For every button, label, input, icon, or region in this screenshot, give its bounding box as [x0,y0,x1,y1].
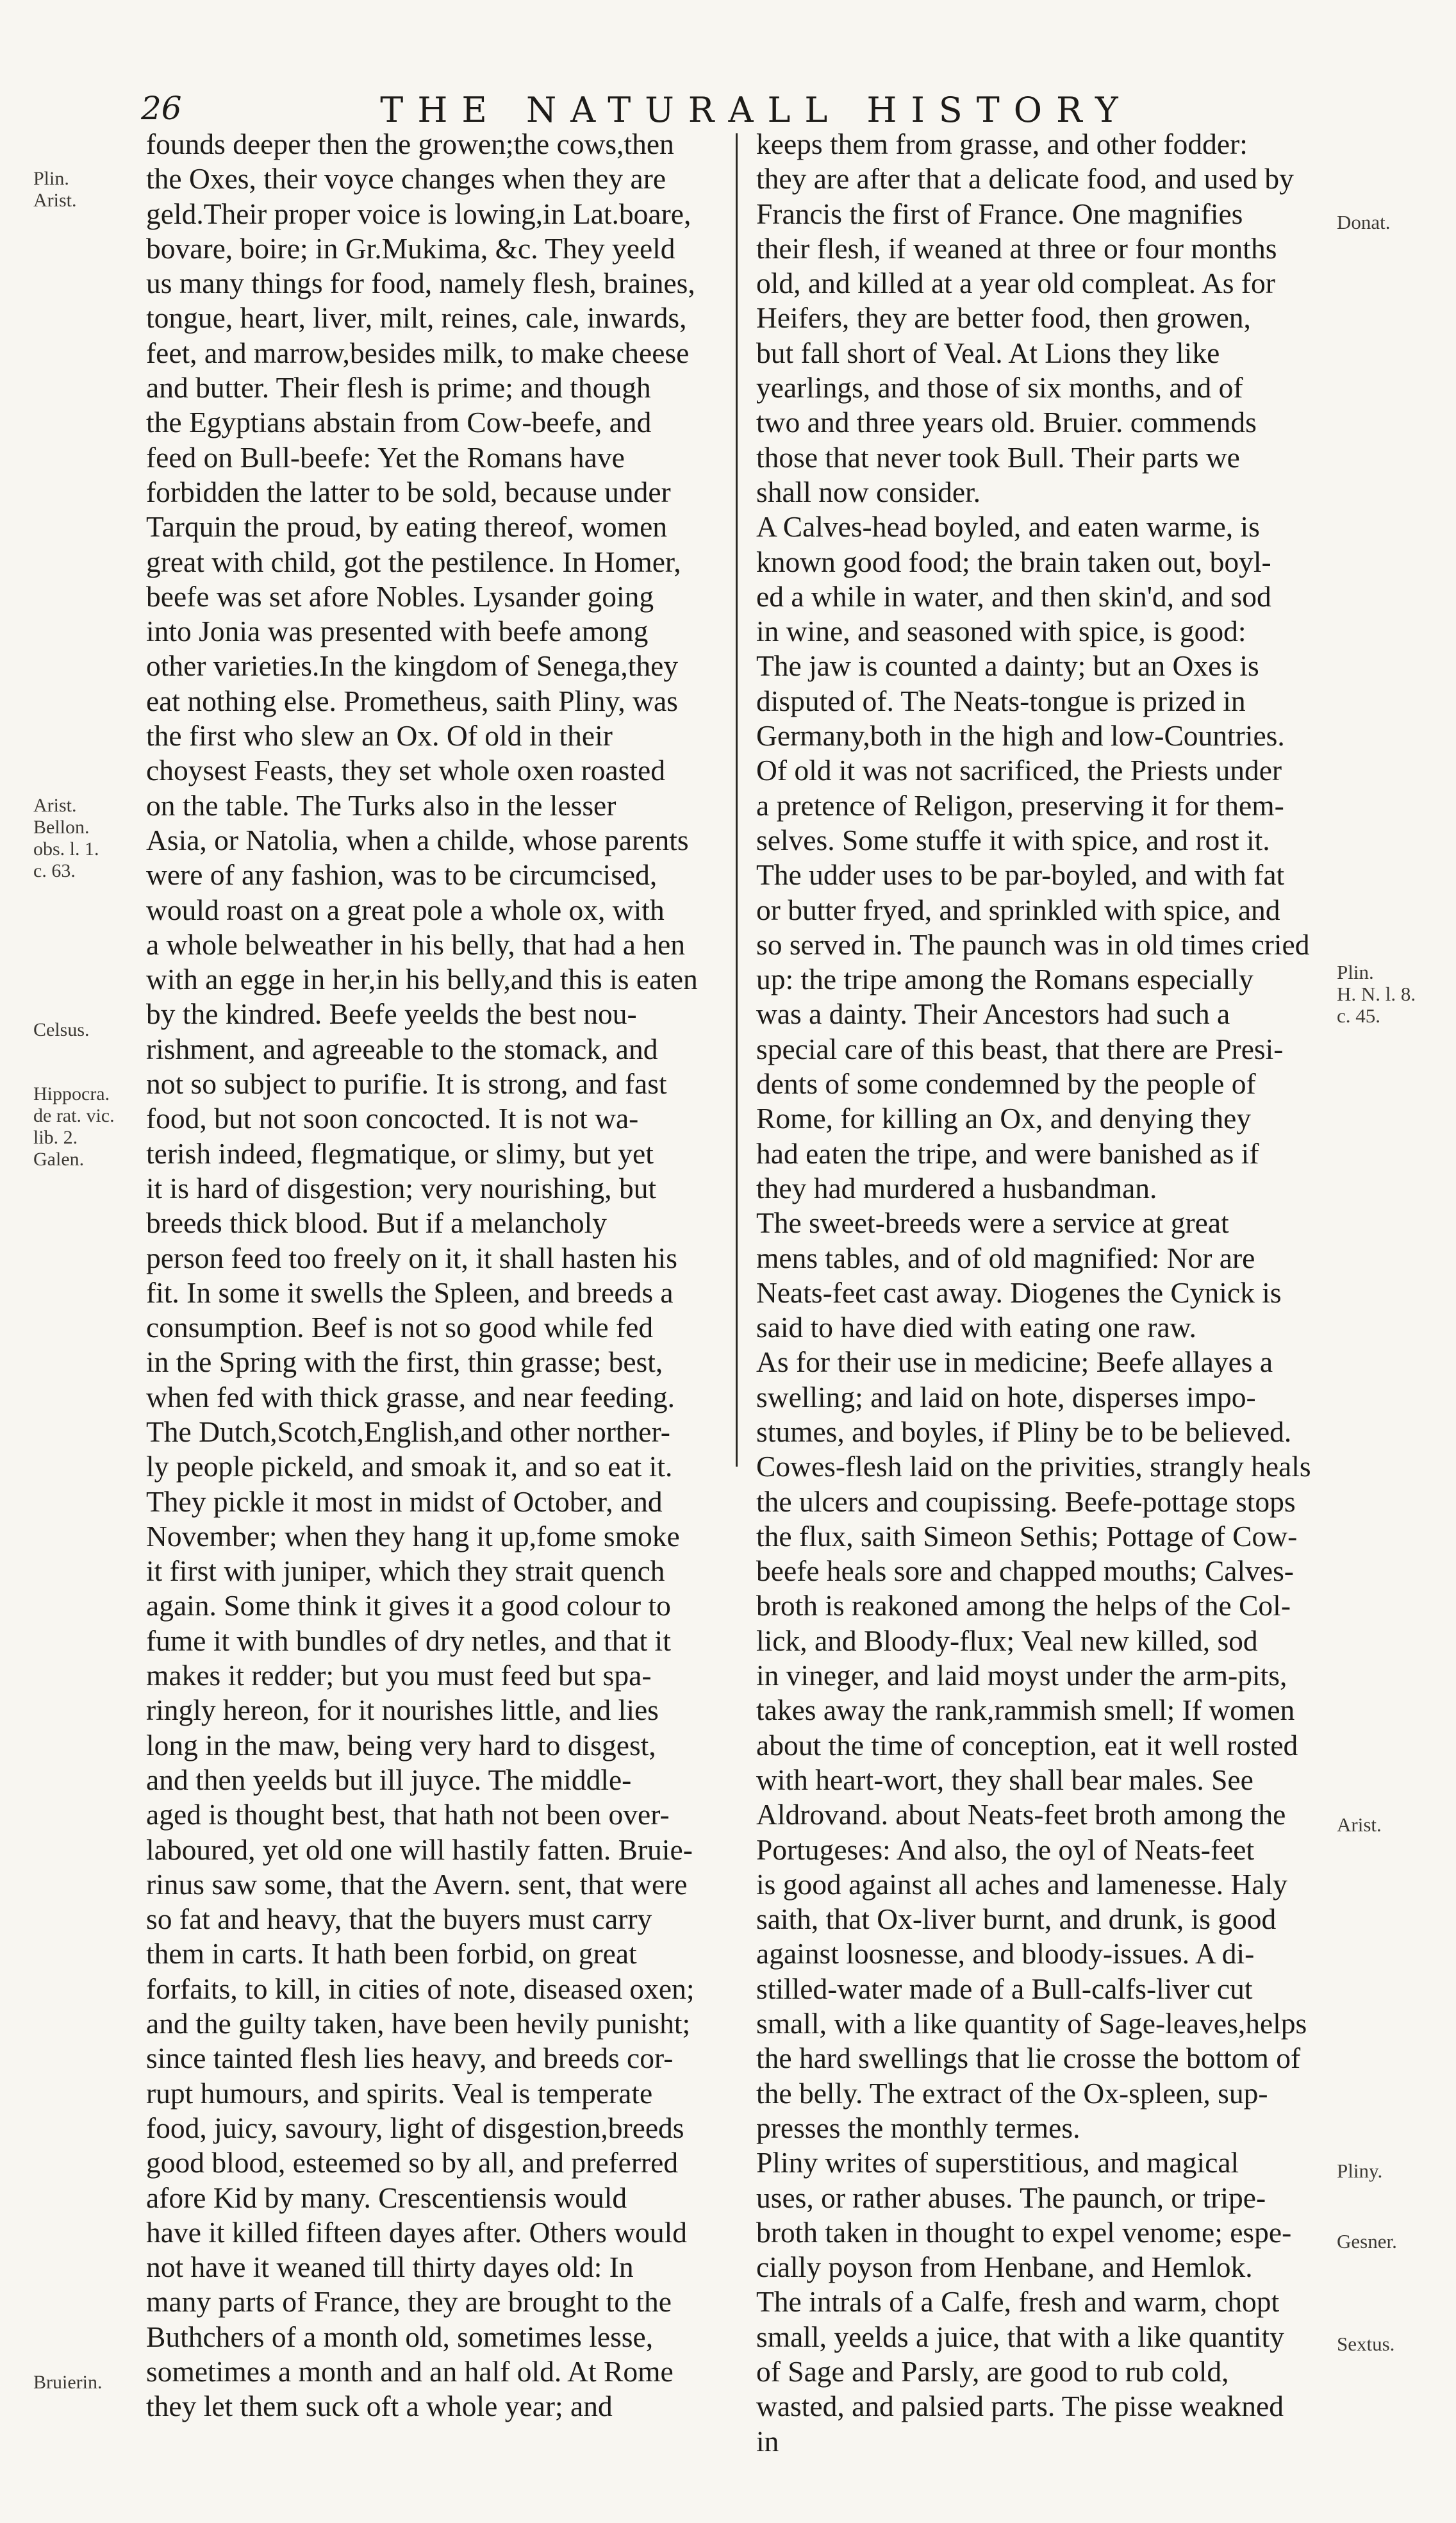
margin-note-plin-hn: Plin. H. N. l. 8. c. 45. [1337,961,1416,1027]
margin-note-arist-bellon: Arist. Bellon. obs. l. 1. c. 63. [33,795,99,881]
text-line: The sweet-breeds were a service at great [756,1206,1229,1240]
text-line: were of any fashion, was to be circumcised, [146,858,658,892]
text-line: Aldrovand. about Neats-feet broth among the [756,1798,1286,1831]
text-line: November; when they hang it up,fome smoke [146,1519,680,1553]
text-line: known good food; the brain taken out, boyl- [756,545,1271,578]
text-line: keeps them from grasse, and other fodder: [756,128,1248,160]
text-line: The udder uses to be par-boyled, and with fat [756,858,1285,892]
text-line: ringly hereon, for it nourishes little, and lies [146,1694,659,1727]
text-line: in wine, and seasoned with spice, is good: [756,615,1246,648]
text-line: against loosnesse, and bloody-issues. A di- [756,1937,1255,1970]
text-line: stilled-water made of a Bull-calfs-liver cut [756,1972,1253,2005]
text-line: those that never took Bull. Their parts we [756,440,1240,474]
text-line: it first with juniper, which they strait quench [146,1554,665,1588]
text-line: the Egyptians abstain from Cow-beefe, and [146,406,652,439]
text-line: special care of this beast, that there are Presi- [756,1032,1284,1065]
text-line: rupt humours, and spirits. Veal is temperate [146,2076,653,2110]
text-line: in [756,2424,779,2458]
text-line: they are after that a delicate food, and used by [756,162,1294,196]
text-line: of Sage and Parsly, are good to rub cold, [756,2355,1229,2388]
text-line: not so subject to purifie. It is strong, and fast [146,1067,667,1101]
text-line: tongue, heart, liver, milt, reines, cale, inwards, [146,301,687,335]
text-line: was a dainty. Their Ancestors had such a [756,997,1230,1031]
text-line: and then yeelds but ill juyce. The middle- [146,1763,632,1796]
text-line: Cowes-flesh laid on the privities, strangly heals [756,1450,1311,1483]
text-line: shall now consider. [756,475,981,508]
text-line: Asia, or Natolia, when a childe, whose parents [146,823,689,856]
margin-note-hippocra: Hippocra. de rat. vic. lib. 2. Galen. [33,1083,115,1170]
text-line: other varieties.In the kingdom of Senega,they [146,649,679,683]
text-line: the flux, saith Simeon Sethis; Pottage of Cow- [756,1519,1298,1553]
text-line: a whole belweather in his belly, that had a hen [146,928,686,961]
text-line: ed a while in water, and then skin'd, and sod [756,579,1271,613]
text-line: eat nothing else. Prometheus, saith Pliny, was [146,684,678,717]
text-line: swelling; and laid on hote, disperses impo- [756,1380,1256,1413]
text-line: old, and killed at a year old compleat. As for [756,267,1275,300]
text-line: mens tables, and of old magnified: Nor are [756,1241,1255,1274]
text-line: rinus saw some, that the Avern. sent, that were [146,1867,688,1901]
text-line: they had murdered a husbandman. [756,1171,1157,1204]
text-line: the belly. The extract of the Ox-spleen, sup- [756,2076,1268,2110]
text-line: into Jonia was presented with beefe among [146,615,649,648]
text-line: Heifers, they are better food, then growen, [756,301,1251,335]
text-line: the hard swellings that lie crosse the bottom of [756,2042,1301,2075]
text-line: on the table. The Turks also in the lesser [146,788,616,822]
text-line: Pliny writes of superstitious, and magical [756,2146,1239,2179]
text-line: and the guilty taken, have been hevily punisht; [146,2007,691,2040]
text-line: The Dutch,Scotch,English,and other norther- [146,1415,670,1448]
right-text-column [756,127,1333,2459]
text-line: with heart-wort, they shall bear males. See [756,1763,1253,1796]
text-line: small, yeelds a juice, that with a like quantity [756,2320,1284,2353]
text-line: They pickle it most in midst of October, and [146,1485,663,1518]
text-line: person feed too freely on it, it shall hasten his [146,1241,677,1274]
text-line: had eaten the tripe, and were banished as if [756,1137,1259,1170]
text-line: makes it redder; but you must feed but spa- [146,1659,652,1692]
margin-note-plin-arist: Plin. Arist. [33,168,77,211]
text-line: have it killed fifteen dayes after. Others would [146,2215,687,2249]
text-line: saith, that Ox-liver burnt, and drunk, is good [756,1903,1277,1936]
text-line: Germany,both in the high and low-Countries. [756,719,1285,753]
text-line: rishment, and agreeable to the stomack, and [146,1032,658,1065]
text-line: wasted, and palsied parts. The pisse weakned [756,2390,1284,2423]
text-line: lick, and Bloody-flux; Veal new killed, sod [756,1624,1258,1657]
text-line: they let them suck oft a whole year; and [146,2390,613,2423]
text-line: forbidden the latter to be sold, because under [146,475,671,508]
text-line: Of old it was not sacrificed, the Priests under [756,754,1282,787]
text-line: Tarquin the proud, by eating thereof, women [146,510,668,544]
text-line: terish indeed, flegmatique, or slimy, but yet [146,1137,654,1170]
text-line: with an egge in her,in his belly,and this is eaten [146,963,698,996]
left-text-column [146,127,742,2424]
text-line: but fall short of Veal. At Lions they like [756,336,1220,369]
text-line: food, juicy, savoury, light of disgestion,breeds [146,2111,684,2144]
text-line: is good against all aches and lamenesse. Haly [756,1867,1287,1901]
page-number: 26 [141,90,182,127]
text-line: or butter fryed, and sprinkled with spice, and [756,893,1280,926]
text-line: good blood, esteemed so by all, and preferred [146,2146,679,2179]
margin-note-donat: Donat. [1337,211,1391,233]
text-line: them in carts. It hath been forbid, on great [146,1937,637,1970]
text-line: cially poyson from Henbane, and Hemlok. [756,2251,1253,2284]
text-line: fume it with bundles of dry netles, and that it [146,1624,671,1657]
text-line: ly people pickeld, and smoak it, and so eat it. [146,1450,673,1483]
text-line: broth is reakoned among the helps of the Col- [756,1589,1291,1622]
text-line: by the kindred. Beefe yeelds the best nou- [146,997,637,1031]
text-line: when fed with thick grasse, and near feeding. [146,1380,675,1413]
text-line: food, but not soon concocted. It is not wa- [146,1102,639,1135]
text-line: in vineger, and laid moyst under the arm-pits, [756,1659,1287,1692]
text-line: Portugeses: And also, the oyl of Neats-feet [756,1833,1255,1866]
text-line: a pretence of Religon, preserving it for them- [756,788,1284,822]
text-line: afore Kid by many. Crescentiensis would [146,2181,627,2214]
text-line: beefe heals sore and chapped mouths; Calves- [756,1554,1294,1588]
text-line: bovare, boire; in Gr.Mukima, &c. They yeeld [146,231,675,265]
text-line: takes away the rank,rammish smell; If women [756,1694,1295,1727]
text-line: us many things for food, namely flesh, braines, [146,267,695,300]
text-line: feet, and marrow,besides milk, to make cheese [146,336,690,369]
text-line: said to have died with eating one raw. [756,1311,1196,1344]
text-line: choysest Feasts, they set whole oxen roasted [146,754,665,787]
text-line: again. Some think it gives it a good colour to [146,1589,671,1622]
text-line: breeds thick blood. But if a melancholy [146,1206,607,1240]
text-line: small, with a like quantity of Sage-leaves,helps [756,2007,1307,2040]
text-line: beefe was set afore Nobles. Lysander going [146,579,654,613]
text-line: many parts of France, they are brought to the [146,2285,672,2319]
text-line: founds deeper then the growen;the cows,then [146,128,674,160]
margin-note-celsus: Celsus. [33,1019,90,1040]
text-line: geld.Their proper voice is lowing,in Lat.boare, [146,197,691,230]
text-line: Rome, for killing an Ox, and denying they [756,1102,1252,1135]
margin-note-gesner: Gesner. [1337,2230,1397,2252]
margin-note-arist-right: Arist. [1337,1813,1382,1836]
text-line: about the time of conception, eat it well rosted [756,1728,1298,1761]
margin-note-bruierin: Bruierin. [33,2372,103,2393]
text-line: feed on Bull-beefe: Yet the Romans have [146,440,625,474]
text-line: so fat and heavy, that the buyers must carry [146,1903,652,1936]
text-line: forfaits, to kill, in cities of note, diseased oxen; [146,1972,695,2005]
text-line: since tainted flesh lies heavy, and breeds cor- [146,2042,674,2075]
text-line: long in the maw, being very hard to disgest, [146,1728,656,1761]
column-divider [736,133,738,1467]
text-line: As for their use in medicine; Beefe allayes a [756,1345,1273,1379]
margin-note-sextus: Sextus. [1337,2333,1395,2355]
text-line: Francis the first of France. One magnifies [756,197,1243,230]
text-line: The jaw is counted a dainty; but an Oxes is [756,649,1259,683]
text-line: stumes, and boyles, if Pliny be to be believed. [756,1415,1292,1448]
text-line: the ulcers and coupissing. Beefe-pottage stops [756,1485,1296,1518]
text-line: the Oxes, their voyce changes when they are [146,162,666,196]
text-line: their flesh, if weaned at three or four months [756,231,1277,265]
text-line: two and three years old. Bruier. commends [756,406,1257,439]
text-line: not have it weaned till thirty dayes old: In [146,2251,634,2284]
text-line: would roast on a great pole a whole ox, with [146,893,665,926]
text-line: it is hard of disgestion; very nourishing, but [146,1171,657,1204]
text-line: presses the monthly termes. [756,2111,1080,2144]
text-line: laboured, yet old one will hastily fatten. Bruie- [146,1833,693,1866]
text-line: yearlings, and those of six months, and of [756,371,1243,404]
text-line: great with child, got the pestilence. In Homer, [146,545,681,578]
text-line: the first who slew an Ox. Of old in their [146,719,613,753]
text-line: sometimes a month and an half old. At Rome [146,2355,674,2388]
margin-note-pliny: Pliny. [1337,2160,1383,2182]
text-line: uses, or rather abuses. The paunch, or tripe- [756,2181,1266,2214]
text-line: Neats-feet cast away. Diogenes the Cynick is [756,1276,1282,1309]
text-line: so served in. The paunch was in old times cried [756,928,1310,961]
text-line: disputed of. The Neats-tongue is prized in [756,684,1246,717]
running-head: THE NATURALL HISTORY [380,90,1132,130]
text-line: in the Spring with the first, thin grasse; best, [146,1345,663,1379]
text-line: aged is thought best, that hath not been over- [146,1798,670,1831]
text-line: The intrals of a Calfe, fresh and warm, chopt [756,2285,1280,2319]
text-line: broth taken in thought to expel venome; espe- [756,2215,1292,2249]
text-line: and butter. Their flesh is prime; and though [146,371,651,404]
text-line: up: the tripe among the Romans especially [756,963,1253,996]
text-line: selves. Some stuffe it with spice, and rost it. [756,823,1270,856]
text-line: Buthchers of a month old, sometimes lesse, [146,2320,654,2353]
text-line: dents of some condemned by the people of [756,1067,1256,1101]
text-line: fit. In some it swells the Spleen, and breeds a [146,1276,674,1309]
text-line: A Calves-head boyled, and eaten warme, is [756,510,1260,544]
text-line: consumption. Beef is not so good while fed [146,1311,654,1344]
page-header [0,90,1456,128]
